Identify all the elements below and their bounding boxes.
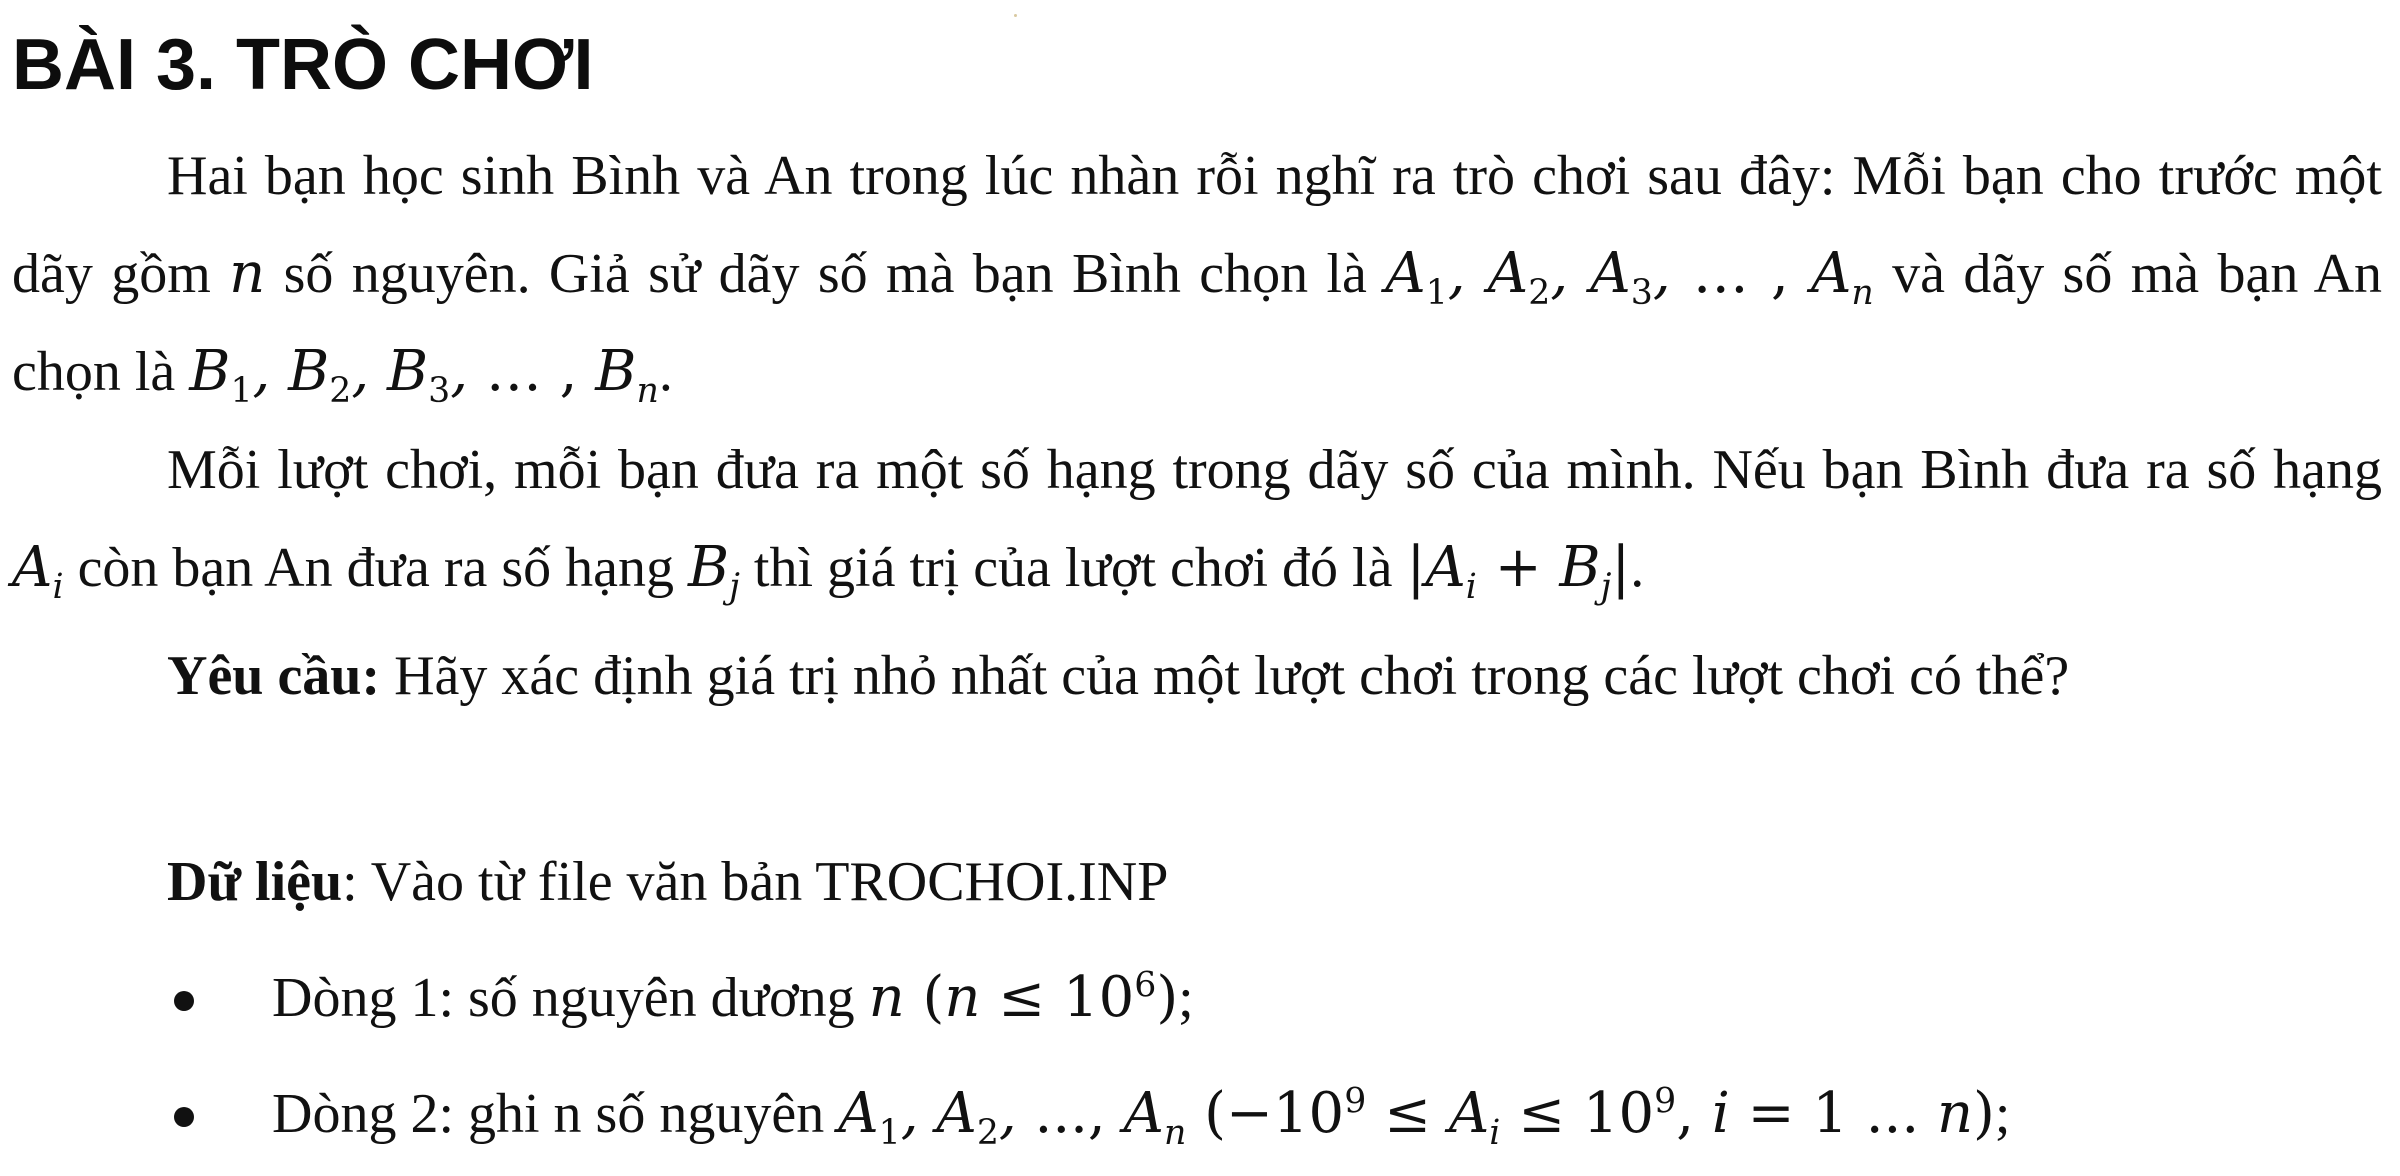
requirement-label: Yêu cầu:	[167, 645, 381, 707]
math-b-j: $B_j$	[687, 535, 740, 608]
list-item: Dòng 2: ghi n số nguyên $A_1$, $A_2$, ..., $A_n$ ($-10^9 \le A_i \le 10^9$, i = 1 ... n);	[0, 1056, 2400, 1172]
intro-text-1: Hai bạn học sinh Bình và An trong lúc nhàn rỗi nghĩ ra trò chơi sau đây: Mỗi bạn cho trước một dãy gồm	[12, 145, 2382, 305]
math-abs-sum: $|A_i + B_j|$	[1406, 535, 1631, 608]
bullet-1-text: Dòng 1: số nguyên dương	[272, 967, 869, 1029]
bullet-icon	[174, 991, 194, 1011]
intro-text-2: số nguyên. Giả sử dãy số mà bạn Bình chọn là	[265, 243, 1386, 305]
rules-text-1: Mỗi lượt chơi, mỗi bạn đưa ra một số hạng trong dãy số của mình. Nếu bạn Bình đưa ra số hạng	[167, 439, 2382, 501]
requirement-text: Hãy xác định giá trị nhỏ nhất của một lượt chơi trong các lượt chơi có thể?	[380, 645, 2070, 707]
requirement-paragraph	[12, 628, 2382, 725]
rules-text-2: còn bạn An đưa ra số hạng	[63, 537, 688, 599]
rules-text-3: thì giá trị của lượt chơi đó là	[739, 537, 1407, 599]
math-a-i: $A_i$	[12, 535, 64, 608]
math-n-constraint: n $(n \le 10^6)$	[868, 965, 1179, 1030]
section-title: BÀI 3. TRÒ CHƠI	[12, 25, 594, 105]
input-text: : Vào từ file văn bản TROCHOI.INP	[342, 851, 1169, 913]
list-item: Dòng 1: số nguyên dương n $(n \le 10^6)$;	[0, 940, 2400, 1056]
rules-paragraph: Mỗi lượt chơi, mỗi bạn đưa ra một số hạng trong dãy số của mình. Nếu bạn Bình đưa ra số hạng $A_i$ còn bạn An đưa ra số hạng $B_j$ thì giá trị của lượt chơi đó là $|A_i + B_j|$.	[12, 439, 2382, 608]
intro-paragraph: Hai bạn học sinh Bình và An trong lúc nhàn rỗi nghĩ ra trò chơi sau đây: Mỗi bạn cho trước một dãy gồm n số nguyên. Giả sử dãy số mà bạn Bình chọn là $A_1$, $A_2$, $A_3$, … , $A_n$ và dãy số mà bạn An chọn là $B_1$, $B_2$, $B_3$, … , $B_n$.	[12, 145, 2383, 412]
math-sequence-b: $B_1$, $B_2$, $B_3$, … , $B_n$	[189, 339, 659, 412]
math-a-constraint: $A_1$, $A_2$, ..., $A_n$ ($-10^9 \le A_i \le 10^9$, i = 1 ... n)	[838, 1081, 1995, 1154]
intro-text-3: và dãy số mà bạn An chọn là	[12, 243, 2383, 403]
math-n: n	[229, 241, 266, 306]
bullet-icon	[174, 1107, 194, 1127]
bullet-2-text: Dòng 2: ghi n số nguyên	[272, 1083, 839, 1145]
input-line-list	[0, 940, 2400, 1172]
scan-speck	[1014, 14, 1017, 17]
input-label: Dữ liệu	[167, 851, 343, 913]
math-sequence-a: $A_1$, $A_2$, $A_3$, … , $A_n$	[1385, 241, 1874, 314]
input-paragraph	[12, 834, 2382, 931]
